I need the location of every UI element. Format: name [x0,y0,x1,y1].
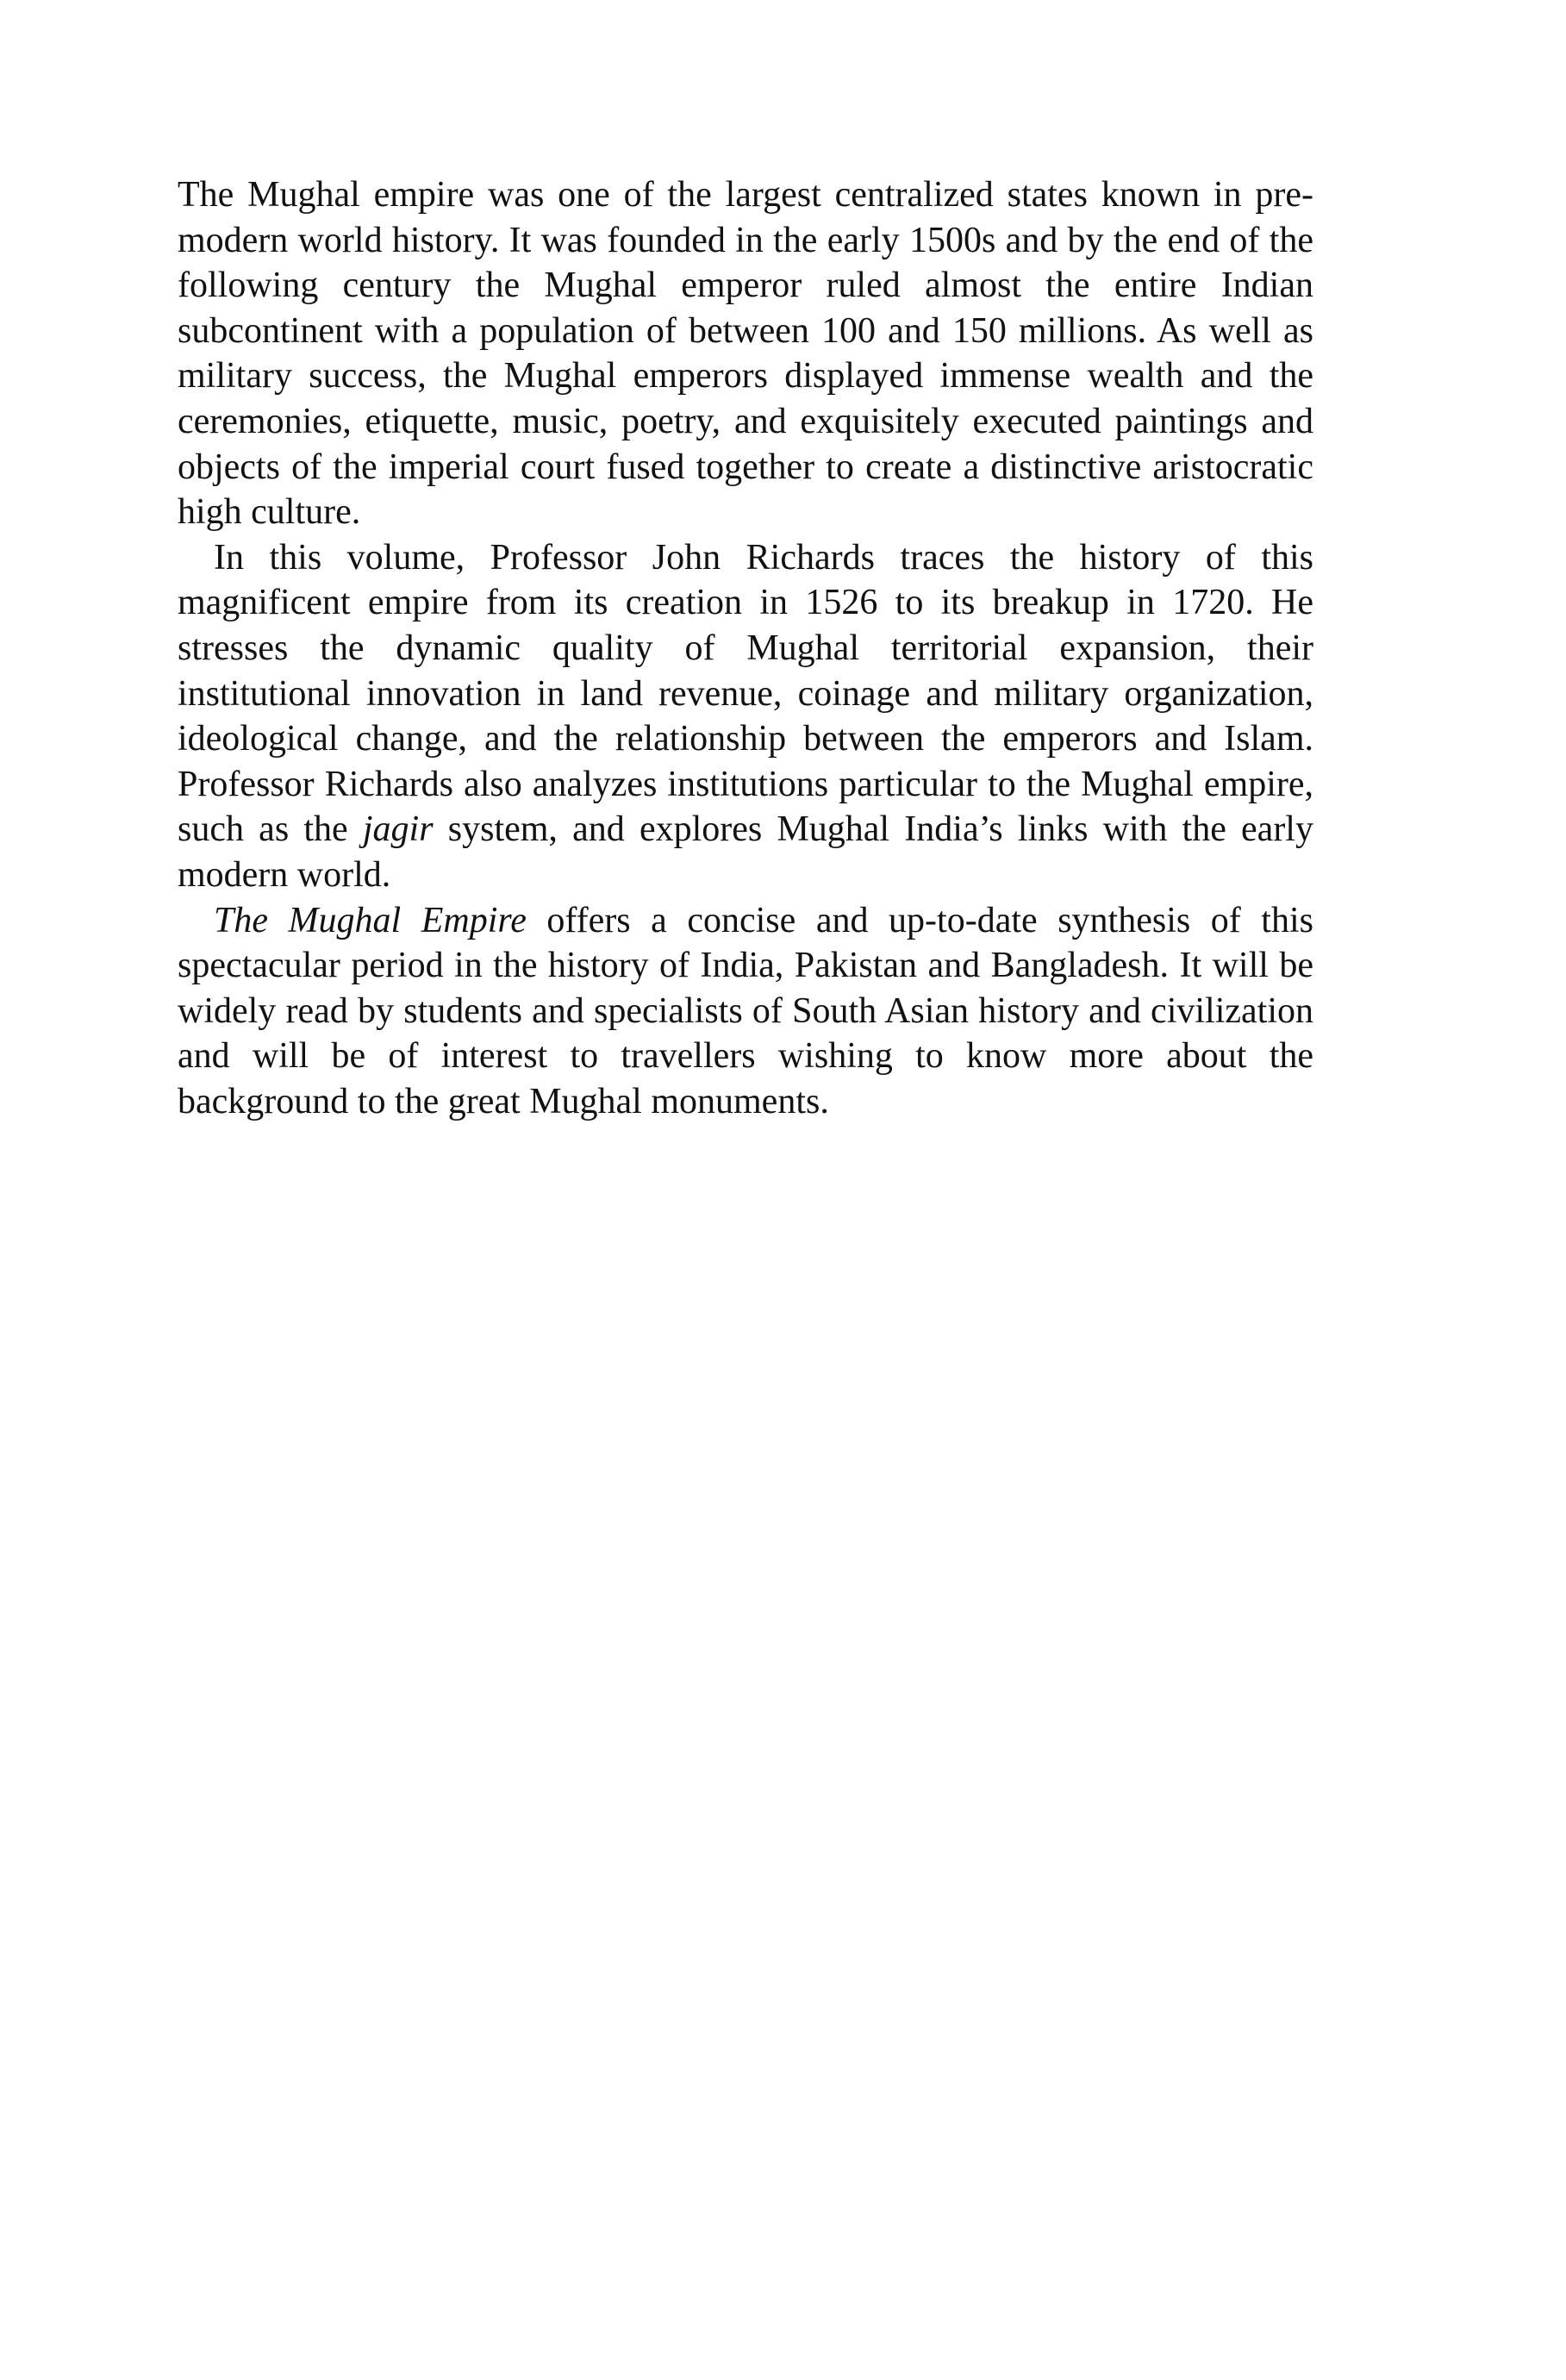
paragraph-2 [178,535,1313,898]
book-description-text [178,172,1313,1124]
paragraph-2-text-part-2: system, and explores Mughal India’s links with the early modern world. [178,809,1313,895]
paragraph-3 [178,898,1313,1125]
jagir-term: jagir [362,809,434,850]
book-title-reference: The Mughal Empire [214,900,527,940]
paragraph-2-text-part-1: In this volume, Professor John Richards traces the history of this magnificent empire from its creation in 1526 to its breakup in 1720. He stresses the dynamic quality of Mughal territorial expansion, their institutional innovation in land revenue, coinage and military organization, ideological change, and the relationship between the emperors and Islam. Professor Richards also analyzes institutions particular to the Mughal empire, such as the [178,537,1313,850]
paragraph-3-text: offers a concise and up-to-date synthesis of this spectacular period in the history of India, Pakistan and Bangladesh. It will be widely read by students and specialists of South Asian history and civilization and will be of interest to travellers wishing to know more about the background to the great Mughal monuments. [178,900,1313,1121]
paragraph-1 [178,172,1313,535]
paragraph-1-text: The Mughal empire was one of the largest centralized states known in pre-modern world history. It was founded in the early 1500s and by the end of the following century the Mughal emperor ruled almost the entire Indian subcontinent with a population of between 100 and 150 millions. As well as military success, the Mughal emperors displayed immense wealth and the ceremonies, etiquette, music, poetry, and exquisitely executed paintings and objects of the imperial court fused together to create a distinctive aristocratic high culture. [178,175,1313,533]
